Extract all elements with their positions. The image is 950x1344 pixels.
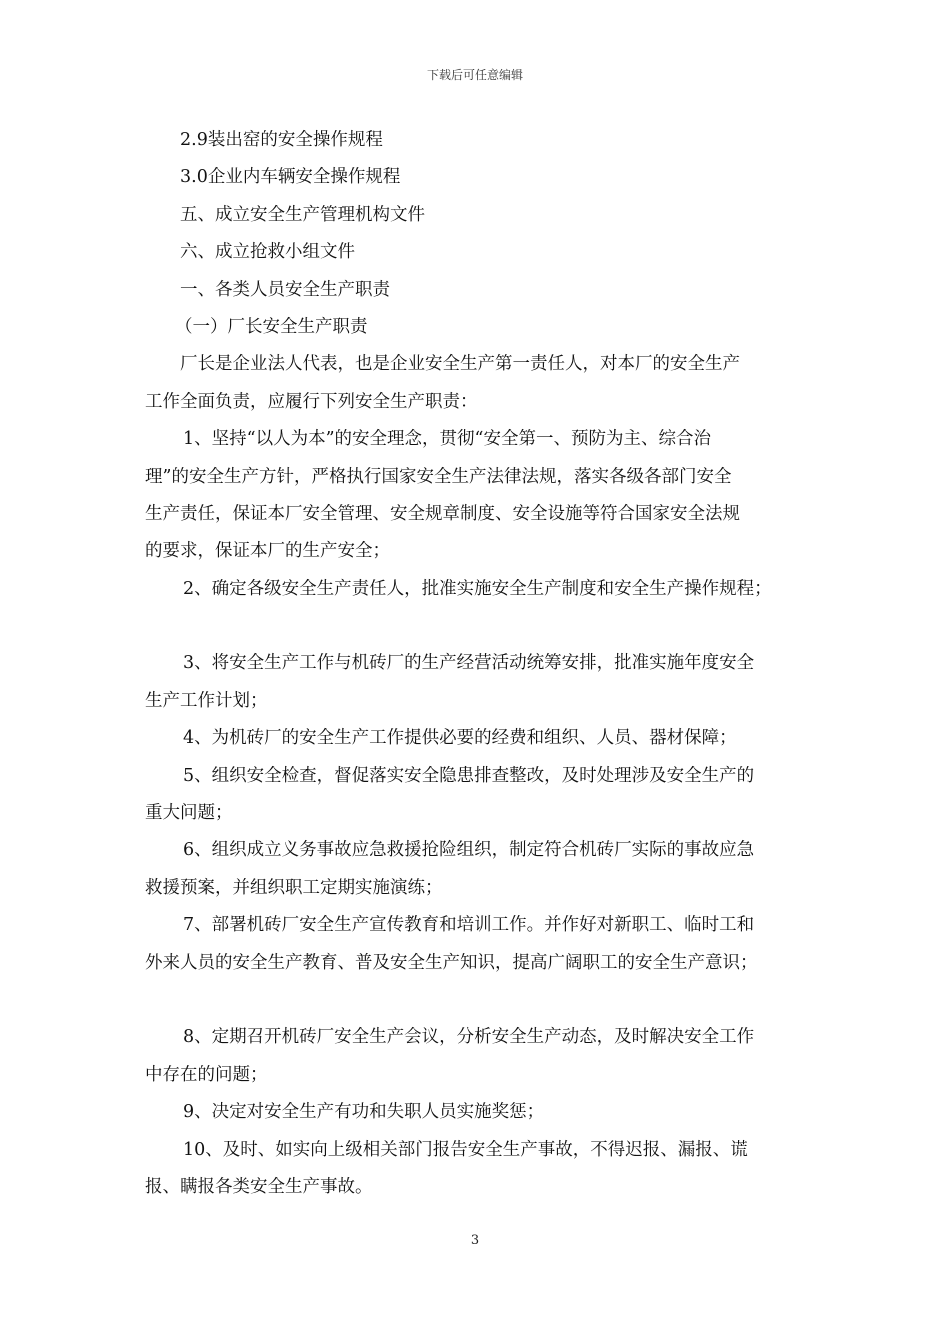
paragraph-line: （一）厂长安全生产职责: [175, 316, 368, 337]
paragraph-line: 7、部署机砖厂安全生产宣传教育和培训工作。并作好对新职工、临时工和: [183, 915, 755, 936]
paragraph-line: 一、各类人员安全生产职责: [180, 279, 390, 300]
paragraph-line: 4、为机砖厂的安全生产工作提供必要的经费和组织、人员、器材保障；: [183, 728, 737, 749]
paragraph-line: 1、坚持“以人为本”的安全理念，贯彻“安全第一、预防为主、综合治: [183, 429, 711, 450]
paragraph-line: 救援预案，并组织职工定期实施演练；: [145, 877, 443, 898]
paragraph-line: 8、定期召开机砖厂安全生产会议，分析安全生产动态，及时解决安全工作: [183, 1027, 755, 1048]
paragraph-line: 3、将安全生产工作与机砖厂的生产经营活动统筹安排，批准实施年度安全: [183, 653, 755, 674]
paragraph-line: 外来人员的安全生产教育、普及安全生产知识，提高广阔职工的安全生产意识；: [145, 952, 758, 973]
paragraph-line: 重大问题；: [145, 803, 233, 824]
page-number: 3: [470, 1233, 480, 1248]
paragraph-line: 中存在的问题；: [145, 1064, 268, 1085]
paragraph-line: 5、组织安全检查，督促落实安全隐患排查整改，及时处理涉及安全生产的: [183, 765, 755, 786]
paragraph-line: 厂长是企业法人代表，也是企业安全生产第一责任人，对本厂的安全生产: [180, 354, 740, 375]
paragraph-line: 生产责任，保证本厂安全管理、安全规章制度、安全设施等符合国家安全法规: [145, 503, 740, 524]
paragraph-line: 工作全面负责，应履行下列安全生产职责：: [145, 391, 478, 412]
paragraph-line: 2、确定各级安全生产责任人，批准实施安全生产制度和安全生产操作规程；: [183, 578, 772, 599]
paragraph-line: 的要求，保证本厂的生产安全；: [145, 541, 390, 562]
blank-line: [145, 608, 825, 645]
page-header: 下载后可任意编辑: [426, 68, 523, 82]
paragraph-line: 六、成立抢救小组文件: [180, 242, 355, 263]
blank-line: [145, 982, 825, 1019]
paragraph-line: 生产工作计划；: [145, 690, 268, 711]
paragraph-line: 五、成立安全生产管理机构文件: [180, 204, 425, 225]
paragraph-line: 2.9装出窑的安全操作规程: [180, 130, 383, 150]
paragraph-line: 3.0企业内车辆安全操作规程: [180, 167, 401, 188]
paragraph-line: 10、及时、如实向上级相关部门报告安全生产事故，不得迟报、漏报、谎: [183, 1139, 748, 1160]
document-body: [145, 122, 825, 1206]
paragraph-line: 6、组织成立义务事故应急救援抢险组织，制定符合机砖厂实际的事故应急: [183, 840, 755, 861]
paragraph-line: 9、决定对安全生产有功和失职人员实施奖惩；: [183, 1102, 545, 1123]
paragraph-line: 理”的安全生产方针，严格执行国家安全生产法律法规，落实各级各部门安全: [145, 466, 732, 487]
paragraph-line: 报、瞒报各类安全生产事故。: [145, 1176, 373, 1197]
